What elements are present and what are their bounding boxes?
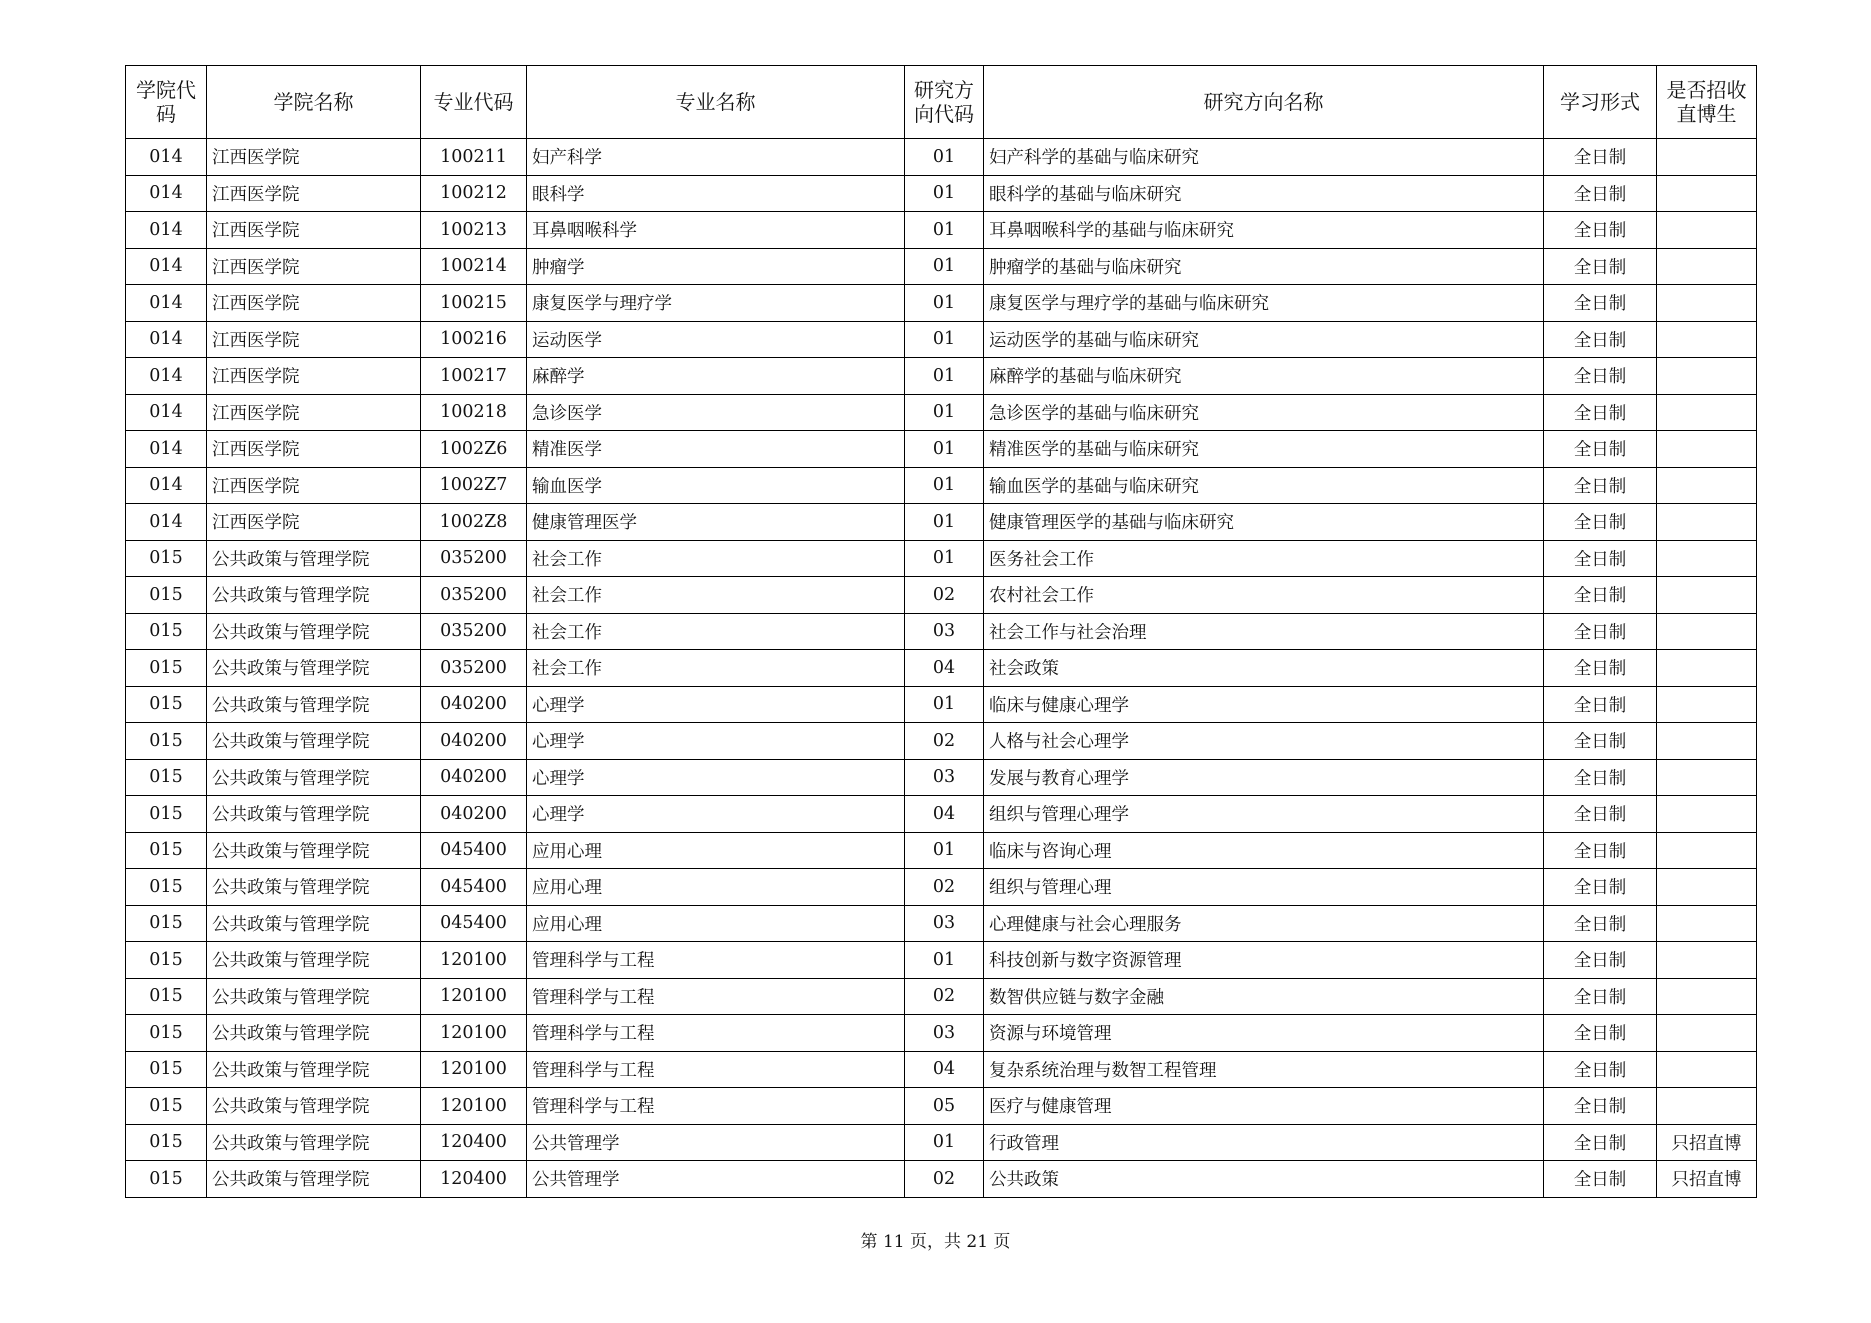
- college-name-cell: 江西医学院: [207, 467, 421, 504]
- direction-name-cell: 肿瘤学的基础与临床研究: [984, 248, 1544, 285]
- major-name-cell: 麻醉学: [527, 358, 905, 395]
- direct-phd-cell: [1657, 905, 1757, 942]
- major-code-cell: 040200: [421, 686, 527, 723]
- major-name-cell: 心理学: [527, 723, 905, 760]
- college-code-cell: 014: [126, 431, 207, 468]
- major-name-cell: 社会工作: [527, 650, 905, 687]
- college-name-cell: 公共政策与管理学院: [207, 613, 421, 650]
- direction-code-cell: 01: [905, 540, 984, 577]
- college-name-cell: 江西医学院: [207, 394, 421, 431]
- college-name-cell: 公共政策与管理学院: [207, 540, 421, 577]
- major-code-cell: 120100: [421, 1051, 527, 1088]
- college-code-cell: 014: [126, 358, 207, 395]
- table-row: [126, 1161, 1757, 1198]
- college-code-cell: 015: [126, 613, 207, 650]
- direction-name-cell: 组织与管理心理: [984, 869, 1544, 906]
- direct-phd-cell: [1657, 504, 1757, 541]
- direction-code-cell: 05: [905, 1088, 984, 1125]
- table-row: [126, 139, 1757, 176]
- study-mode-cell: 全日制: [1544, 431, 1657, 468]
- college-code-cell: 015: [126, 1088, 207, 1125]
- direct-phd-cell: [1657, 139, 1757, 176]
- major-code-cell: 040200: [421, 723, 527, 760]
- header-direct-phd: 是否招收直博生: [1657, 66, 1757, 139]
- major-name-cell: 心理学: [527, 796, 905, 833]
- college-name-cell: 公共政策与管理学院: [207, 869, 421, 906]
- direction-name-cell: 公共政策: [984, 1161, 1544, 1198]
- study-mode-cell: 全日制: [1544, 358, 1657, 395]
- major-name-cell: 社会工作: [527, 577, 905, 614]
- table-row: [126, 650, 1757, 687]
- table-row: [126, 321, 1757, 358]
- program-table: [125, 65, 1757, 1198]
- college-name-cell: 江西医学院: [207, 431, 421, 468]
- major-code-cell: 120400: [421, 1124, 527, 1161]
- college-code-cell: 015: [126, 832, 207, 869]
- college-code-cell: 014: [126, 139, 207, 176]
- direct-phd-cell: 只招直博: [1657, 1124, 1757, 1161]
- college-name-cell: 公共政策与管理学院: [207, 1161, 421, 1198]
- major-code-cell: 045400: [421, 832, 527, 869]
- direction-code-cell: 03: [905, 1015, 984, 1052]
- table-row: [126, 1124, 1757, 1161]
- header-college-code: 学院代码: [126, 66, 207, 139]
- direct-phd-cell: [1657, 1051, 1757, 1088]
- study-mode-cell: 全日制: [1544, 869, 1657, 906]
- direction-name-cell: 耳鼻咽喉科学的基础与临床研究: [984, 212, 1544, 249]
- header-direction-name: 研究方向名称: [984, 66, 1544, 139]
- direction-code-cell: 01: [905, 431, 984, 468]
- major-code-cell: 100214: [421, 248, 527, 285]
- major-code-cell: 120100: [421, 942, 527, 979]
- major-name-cell: 应用心理: [527, 905, 905, 942]
- direct-phd-cell: [1657, 942, 1757, 979]
- college-code-cell: 014: [126, 504, 207, 541]
- direction-code-cell: 04: [905, 1051, 984, 1088]
- direction-code-cell: 01: [905, 139, 984, 176]
- table-row: [126, 285, 1757, 322]
- major-name-cell: 管理科学与工程: [527, 1051, 905, 1088]
- college-name-cell: 公共政策与管理学院: [207, 905, 421, 942]
- direct-phd-cell: [1657, 540, 1757, 577]
- direction-name-cell: 运动医学的基础与临床研究: [984, 321, 1544, 358]
- college-name-cell: 江西医学院: [207, 358, 421, 395]
- major-name-cell: 社会工作: [527, 540, 905, 577]
- major-code-cell: 120100: [421, 1088, 527, 1125]
- direction-code-cell: 03: [905, 613, 984, 650]
- study-mode-cell: 全日制: [1544, 1015, 1657, 1052]
- major-name-cell: 健康管理医学: [527, 504, 905, 541]
- direction-code-cell: 01: [905, 467, 984, 504]
- college-name-cell: 公共政策与管理学院: [207, 759, 421, 796]
- study-mode-cell: 全日制: [1544, 1161, 1657, 1198]
- direct-phd-cell: [1657, 832, 1757, 869]
- header-college-name: 学院名称: [207, 66, 421, 139]
- college-code-cell: 014: [126, 175, 207, 212]
- major-code-cell: 100215: [421, 285, 527, 322]
- direction-code-cell: 01: [905, 832, 984, 869]
- major-name-cell: 应用心理: [527, 832, 905, 869]
- direction-name-cell: 农村社会工作: [984, 577, 1544, 614]
- major-code-cell: 100212: [421, 175, 527, 212]
- college-code-cell: 015: [126, 577, 207, 614]
- direct-phd-cell: [1657, 650, 1757, 687]
- table-row: [126, 1088, 1757, 1125]
- study-mode-cell: 全日制: [1544, 1088, 1657, 1125]
- major-code-cell: 100213: [421, 212, 527, 249]
- major-code-cell: 040200: [421, 796, 527, 833]
- table-row: [126, 1015, 1757, 1052]
- college-name-cell: 江西医学院: [207, 139, 421, 176]
- table-row: [126, 796, 1757, 833]
- table-row: [126, 540, 1757, 577]
- study-mode-cell: 全日制: [1544, 504, 1657, 541]
- college-name-cell: 公共政策与管理学院: [207, 1088, 421, 1125]
- major-name-cell: 管理科学与工程: [527, 1088, 905, 1125]
- table-row: [126, 832, 1757, 869]
- table-row: [126, 1051, 1757, 1088]
- college-code-cell: 015: [126, 1124, 207, 1161]
- direction-name-cell: 人格与社会心理学: [984, 723, 1544, 760]
- table-row: [126, 869, 1757, 906]
- direct-phd-cell: [1657, 248, 1757, 285]
- table-row: [126, 613, 1757, 650]
- college-code-cell: 015: [126, 1051, 207, 1088]
- direction-name-cell: 输血医学的基础与临床研究: [984, 467, 1544, 504]
- direction-code-cell: 01: [905, 285, 984, 322]
- study-mode-cell: 全日制: [1544, 212, 1657, 249]
- major-name-cell: 运动医学: [527, 321, 905, 358]
- direction-code-cell: 04: [905, 650, 984, 687]
- college-code-cell: 014: [126, 394, 207, 431]
- direction-name-cell: 眼科学的基础与临床研究: [984, 175, 1544, 212]
- college-code-cell: 014: [126, 212, 207, 249]
- major-name-cell: 心理学: [527, 686, 905, 723]
- direct-phd-cell: [1657, 212, 1757, 249]
- direction-code-cell: 01: [905, 321, 984, 358]
- major-code-cell: 1002Z8: [421, 504, 527, 541]
- direction-code-cell: 01: [905, 686, 984, 723]
- direct-phd-cell: [1657, 759, 1757, 796]
- direct-phd-cell: [1657, 431, 1757, 468]
- college-code-cell: 015: [126, 978, 207, 1015]
- direction-name-cell: 医疗与健康管理: [984, 1088, 1544, 1125]
- study-mode-cell: 全日制: [1544, 650, 1657, 687]
- table-body: [126, 139, 1757, 1198]
- major-code-cell: 035200: [421, 650, 527, 687]
- college-code-cell: 015: [126, 686, 207, 723]
- direction-code-cell: 03: [905, 759, 984, 796]
- major-name-cell: 输血医学: [527, 467, 905, 504]
- major-name-cell: 妇产科学: [527, 139, 905, 176]
- major-name-cell: 肿瘤学: [527, 248, 905, 285]
- table-row: [126, 394, 1757, 431]
- direct-phd-cell: [1657, 796, 1757, 833]
- direct-phd-cell: [1657, 175, 1757, 212]
- direct-phd-cell: [1657, 394, 1757, 431]
- major-name-cell: 急诊医学: [527, 394, 905, 431]
- study-mode-cell: 全日制: [1544, 686, 1657, 723]
- table-row: [126, 467, 1757, 504]
- table-row: [126, 212, 1757, 249]
- direction-name-cell: 麻醉学的基础与临床研究: [984, 358, 1544, 395]
- major-code-cell: 035200: [421, 540, 527, 577]
- college-name-cell: 公共政策与管理学院: [207, 796, 421, 833]
- college-code-cell: 015: [126, 759, 207, 796]
- college-name-cell: 江西医学院: [207, 212, 421, 249]
- major-code-cell: 120100: [421, 1015, 527, 1052]
- major-code-cell: 100218: [421, 394, 527, 431]
- college-code-cell: 015: [126, 540, 207, 577]
- study-mode-cell: 全日制: [1544, 978, 1657, 1015]
- college-code-cell: 014: [126, 321, 207, 358]
- direction-code-cell: 04: [905, 796, 984, 833]
- header-major-code: 专业代码: [421, 66, 527, 139]
- major-code-cell: 120100: [421, 978, 527, 1015]
- major-code-cell: 120400: [421, 1161, 527, 1198]
- direction-name-cell: 医务社会工作: [984, 540, 1544, 577]
- direct-phd-cell: [1657, 686, 1757, 723]
- table-row: [126, 905, 1757, 942]
- major-name-cell: 管理科学与工程: [527, 942, 905, 979]
- college-name-cell: 江西医学院: [207, 321, 421, 358]
- table-row: [126, 577, 1757, 614]
- direction-name-cell: 临床与咨询心理: [984, 832, 1544, 869]
- major-name-cell: 心理学: [527, 759, 905, 796]
- direct-phd-cell: [1657, 467, 1757, 504]
- table-row: [126, 942, 1757, 979]
- major-name-cell: 公共管理学: [527, 1161, 905, 1198]
- study-mode-cell: 全日制: [1544, 759, 1657, 796]
- college-code-cell: 015: [126, 1161, 207, 1198]
- direction-code-cell: 02: [905, 1161, 984, 1198]
- college-name-cell: 公共政策与管理学院: [207, 577, 421, 614]
- study-mode-cell: 全日制: [1544, 832, 1657, 869]
- header-direction-code: 研究方向代码: [905, 66, 984, 139]
- direction-name-cell: 急诊医学的基础与临床研究: [984, 394, 1544, 431]
- major-name-cell: 精准医学: [527, 431, 905, 468]
- study-mode-cell: 全日制: [1544, 942, 1657, 979]
- direction-code-cell: 01: [905, 504, 984, 541]
- major-name-cell: 应用心理: [527, 869, 905, 906]
- direct-phd-cell: [1657, 321, 1757, 358]
- direction-code-cell: 03: [905, 905, 984, 942]
- page-number: 第 11 页，共 21 页: [860, 1232, 1011, 1252]
- college-name-cell: 江西医学院: [207, 285, 421, 322]
- study-mode-cell: 全日制: [1544, 248, 1657, 285]
- direct-phd-cell: [1657, 358, 1757, 395]
- college-code-cell: 015: [126, 650, 207, 687]
- direction-name-cell: 数智供应链与数字金融: [984, 978, 1544, 1015]
- major-name-cell: 康复医学与理疗学: [527, 285, 905, 322]
- major-code-cell: 1002Z7: [421, 467, 527, 504]
- college-code-cell: 014: [126, 285, 207, 322]
- college-code-cell: 015: [126, 723, 207, 760]
- study-mode-cell: 全日制: [1544, 467, 1657, 504]
- direct-phd-cell: [1657, 577, 1757, 614]
- major-code-cell: 100216: [421, 321, 527, 358]
- college-name-cell: 公共政策与管理学院: [207, 832, 421, 869]
- college-name-cell: 公共政策与管理学院: [207, 650, 421, 687]
- college-name-cell: 公共政策与管理学院: [207, 978, 421, 1015]
- table-row: [126, 431, 1757, 468]
- direction-code-cell: 01: [905, 248, 984, 285]
- study-mode-cell: 全日制: [1544, 139, 1657, 176]
- direction-name-cell: 健康管理医学的基础与临床研究: [984, 504, 1544, 541]
- direct-phd-cell: [1657, 978, 1757, 1015]
- table-row: [126, 759, 1757, 796]
- direct-phd-cell: [1657, 1088, 1757, 1125]
- table-row: [126, 978, 1757, 1015]
- direction-code-cell: 02: [905, 577, 984, 614]
- direction-code-cell: 01: [905, 175, 984, 212]
- direction-name-cell: 社会政策: [984, 650, 1544, 687]
- major-code-cell: 045400: [421, 905, 527, 942]
- direction-code-cell: 01: [905, 942, 984, 979]
- college-code-cell: 014: [126, 467, 207, 504]
- college-name-cell: 公共政策与管理学院: [207, 1015, 421, 1052]
- direction-code-cell: 01: [905, 212, 984, 249]
- table-row: [126, 723, 1757, 760]
- major-name-cell: 眼科学: [527, 175, 905, 212]
- college-name-cell: 公共政策与管理学院: [207, 686, 421, 723]
- table-row: [126, 504, 1757, 541]
- direction-code-cell: 01: [905, 358, 984, 395]
- college-code-cell: 015: [126, 869, 207, 906]
- major-name-cell: 社会工作: [527, 613, 905, 650]
- direction-code-cell: 01: [905, 1124, 984, 1161]
- table-header-row: [126, 66, 1757, 139]
- study-mode-cell: 全日制: [1544, 613, 1657, 650]
- table-row: [126, 175, 1757, 212]
- direction-name-cell: 心理健康与社会心理服务: [984, 905, 1544, 942]
- header-study-mode: 学习形式: [1544, 66, 1657, 139]
- study-mode-cell: 全日制: [1544, 394, 1657, 431]
- study-mode-cell: 全日制: [1544, 321, 1657, 358]
- major-name-cell: 管理科学与工程: [527, 1015, 905, 1052]
- college-code-cell: 015: [126, 1015, 207, 1052]
- major-code-cell: 040200: [421, 759, 527, 796]
- major-name-cell: 公共管理学: [527, 1124, 905, 1161]
- college-name-cell: 公共政策与管理学院: [207, 723, 421, 760]
- major-code-cell: 1002Z6: [421, 431, 527, 468]
- direction-name-cell: 科技创新与数字资源管理: [984, 942, 1544, 979]
- direction-code-cell: 02: [905, 869, 984, 906]
- direction-code-cell: 02: [905, 978, 984, 1015]
- study-mode-cell: 全日制: [1544, 577, 1657, 614]
- college-code-cell: 015: [126, 942, 207, 979]
- direction-name-cell: 发展与教育心理学: [984, 759, 1544, 796]
- direction-code-cell: 02: [905, 723, 984, 760]
- direction-name-cell: 行政管理: [984, 1124, 1544, 1161]
- study-mode-cell: 全日制: [1544, 1051, 1657, 1088]
- direction-name-cell: 复杂系统治理与数智工程管理: [984, 1051, 1544, 1088]
- major-code-cell: 035200: [421, 577, 527, 614]
- study-mode-cell: 全日制: [1544, 796, 1657, 833]
- direct-phd-cell: [1657, 1015, 1757, 1052]
- direction-name-cell: 资源与环境管理: [984, 1015, 1544, 1052]
- header-major-name: 专业名称: [527, 66, 905, 139]
- college-name-cell: 江西医学院: [207, 504, 421, 541]
- direction-name-cell: 组织与管理心理学: [984, 796, 1544, 833]
- direction-name-cell: 社会工作与社会治理: [984, 613, 1544, 650]
- direction-name-cell: 精准医学的基础与临床研究: [984, 431, 1544, 468]
- direct-phd-cell: [1657, 723, 1757, 760]
- study-mode-cell: 全日制: [1544, 1124, 1657, 1161]
- study-mode-cell: 全日制: [1544, 175, 1657, 212]
- direct-phd-cell: [1657, 869, 1757, 906]
- college-name-cell: 江西医学院: [207, 175, 421, 212]
- table-row: [126, 248, 1757, 285]
- study-mode-cell: 全日制: [1544, 905, 1657, 942]
- major-code-cell: 045400: [421, 869, 527, 906]
- direction-name-cell: 临床与健康心理学: [984, 686, 1544, 723]
- major-code-cell: 100217: [421, 358, 527, 395]
- direct-phd-cell: [1657, 285, 1757, 322]
- study-mode-cell: 全日制: [1544, 723, 1657, 760]
- table-row: [126, 358, 1757, 395]
- major-name-cell: 管理科学与工程: [527, 978, 905, 1015]
- college-code-cell: 015: [126, 905, 207, 942]
- direction-code-cell: 01: [905, 394, 984, 431]
- college-code-cell: 014: [126, 248, 207, 285]
- college-name-cell: 江西医学院: [207, 248, 421, 285]
- major-code-cell: 035200: [421, 613, 527, 650]
- study-mode-cell: 全日制: [1544, 540, 1657, 577]
- college-name-cell: 公共政策与管理学院: [207, 1124, 421, 1161]
- direct-phd-cell: 只招直博: [1657, 1161, 1757, 1198]
- direct-phd-cell: [1657, 613, 1757, 650]
- major-name-cell: 耳鼻咽喉科学: [527, 212, 905, 249]
- study-mode-cell: 全日制: [1544, 285, 1657, 322]
- table-row: [126, 686, 1757, 723]
- major-code-cell: 100211: [421, 139, 527, 176]
- college-name-cell: 公共政策与管理学院: [207, 942, 421, 979]
- college-code-cell: 015: [126, 796, 207, 833]
- direction-name-cell: 康复医学与理疗学的基础与临床研究: [984, 285, 1544, 322]
- college-name-cell: 公共政策与管理学院: [207, 1051, 421, 1088]
- direction-name-cell: 妇产科学的基础与临床研究: [984, 139, 1544, 176]
